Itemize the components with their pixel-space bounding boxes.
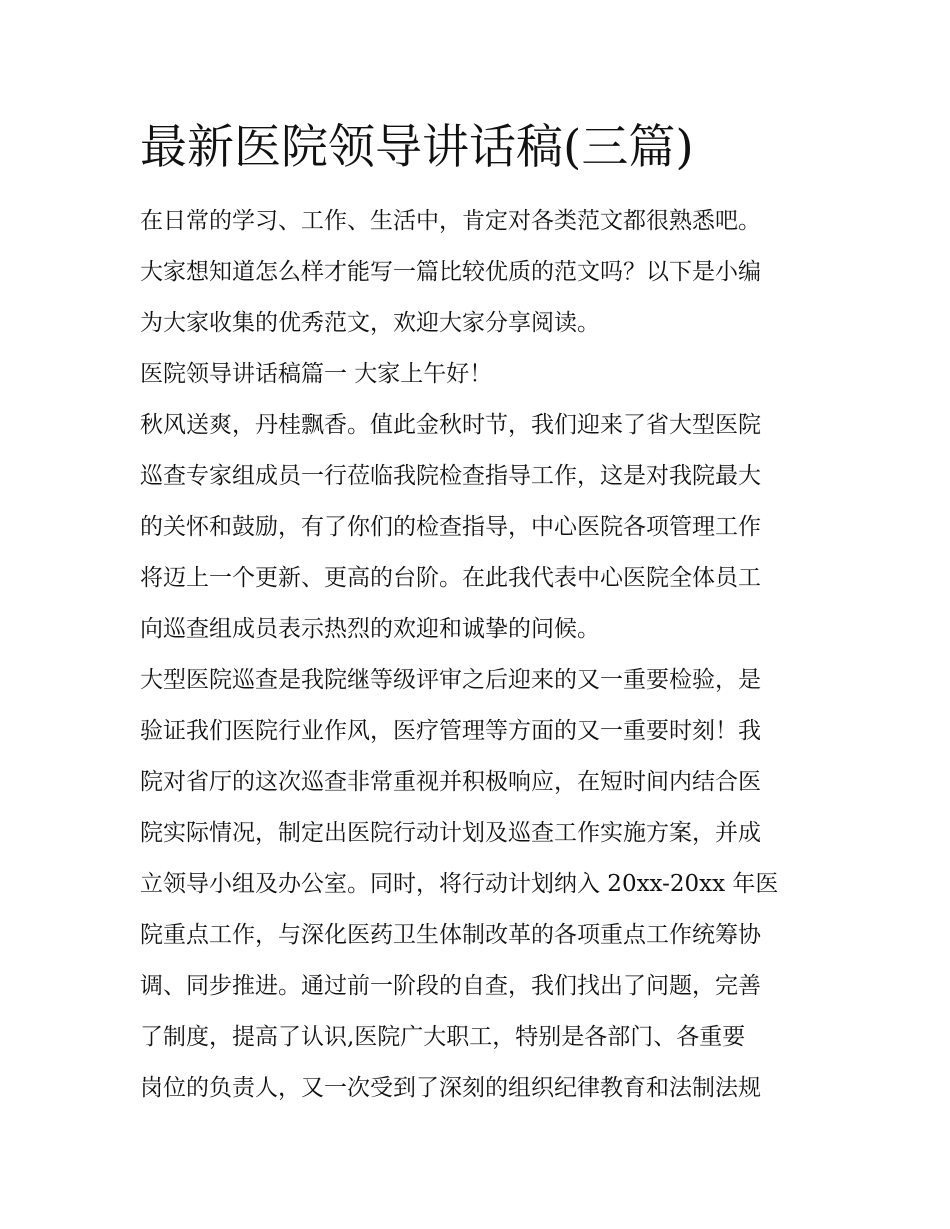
text-line: 秋风送爽，丹桂飘香。值此金秋时节，我们迎来了省大型医院 <box>140 412 761 438</box>
text-line: 院重点工作，与深化医药卫生体制改革的各项重点工作统筹协 <box>140 922 761 948</box>
text-line: 调、同步推进。通过前一阶段的自查，我们找出了问题，完善 <box>140 973 761 999</box>
text-line: 岗位的负责人，又一次受到了深刻的组织纪律教育和法制法规 <box>140 1075 761 1101</box>
document-title: 最新医院领导讲话稿(三篇) <box>140 120 694 175</box>
text-line: 院实际情况，制定出医院行动计划及巡查工作实施方案，并成 <box>140 820 761 846</box>
document-body <box>140 196 820 1114</box>
text-line: 巡查专家组成员一行莅临我院检查指导工作，这是对我院最大 <box>140 463 761 489</box>
text-line: 的关怀和鼓励，有了你们的检查指导，中心医院各项管理工作 <box>140 514 761 540</box>
text-line: 立领导小组及办公室。同时，将行动计划纳入 20xx-20xx 年医 <box>140 871 779 897</box>
text-line: 验证我们医院行业作风，医疗管理等方面的又一重要时刻！我 <box>140 718 761 744</box>
section-heading-line: 医院领导讲话稿篇一 大家上午好！ <box>140 361 493 387</box>
text-line: 大家想知道怎么样才能写一篇比较优质的范文吗？以下是小编 <box>140 259 761 285</box>
text-line: 大型医院巡查是我院继等级评审之后迎来的又一重要检验，是 <box>140 667 761 693</box>
text-line: 将迈上一个更新、更高的台阶。在此我代表中心医院全体员工 <box>140 565 761 591</box>
text-line: 了制度，提高了认识,医院广大职工，特别是各部门、各重要 <box>140 1024 746 1050</box>
text-line: 为大家收集的优秀范文，欢迎大家分享阅读。 <box>140 310 600 336</box>
text-line: 在日常的学习、工作、生活中，肯定对各类范文都很熟悉吧。 <box>140 208 761 234</box>
text-line: 院对省厅的这次巡查非常重视并积极响应，在短时间内结合医 <box>140 769 761 795</box>
text-line: 向巡查组成员表示热烈的欢迎和诚挚的问候。 <box>140 616 600 642</box>
